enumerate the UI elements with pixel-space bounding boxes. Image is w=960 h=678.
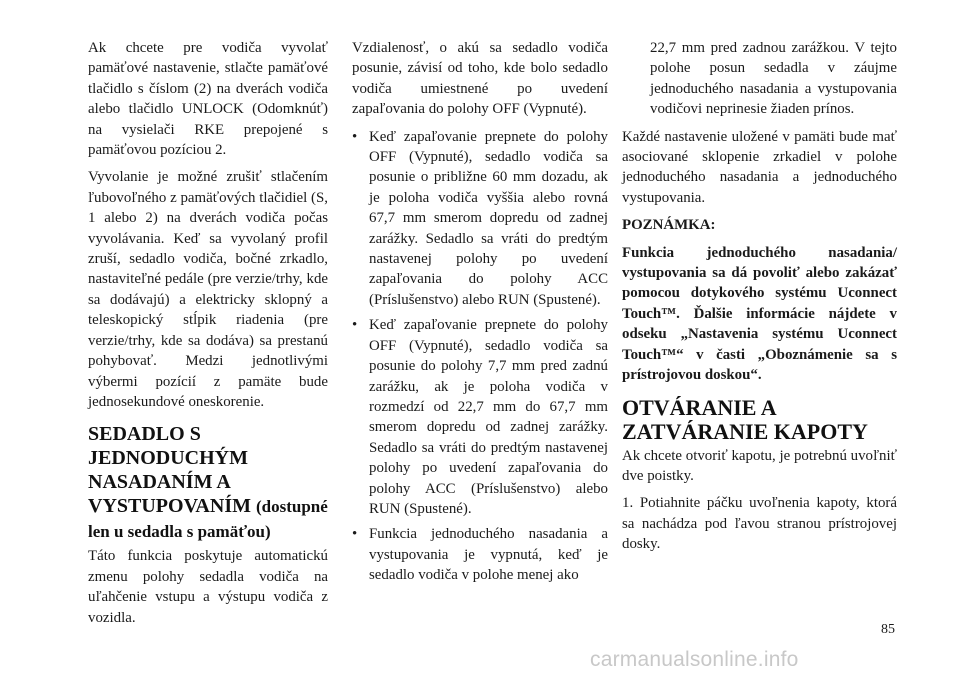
bullet-continuation: 22,7 mm pred zadnou zarážkou. V tejto polohe posun sedadla v záujme jednoduchého nasadania a vystupovania vodičovi neprinesie žiaden prínos.: [650, 40, 897, 118]
note-title: POZNÁMKA:: [622, 217, 716, 234]
recall-paragraph: Ak chcete pre vodiča vyvolať pamäťové nastavenie, stlačte pamäťové tlačidlo s číslom (2) na dverách vodiča alebo tlačidlo UNLOCK (Odomknúť) na vysielači RKE prepojené s pamäťovou pozíciou 2.: [88, 40, 328, 159]
note-body: Funkcia jednoduchého nasadania/ vystupovania sa dá povoliť alebo zakázať pomocou dotykového systému Uconnect Touch™. Ďalšie informácie nájdete v odseku „Nastavenia systému Uconnect Touch™“ v časti „Oboznámenie sa s prístrojovou doskou“.: [622, 244, 897, 384]
easy-entry-intro: Táto funkcia poskytuje automatickú zmenu polohy sedadla vodiča na uľahčenie vstupu a výstupu vodiča z vozidla.: [88, 548, 328, 626]
page-number: 85: [881, 622, 895, 637]
hood-step-1: 1. Potiahnite páčku uvoľnenia kapoty, ktorá sa nachádza pod ľavou stranou prístrojovej dosky.: [622, 495, 897, 553]
section-heading-sub: (dostupné len u sedadla s pamäťou): [88, 497, 328, 542]
memory-mirror-paragraph: Každé nastavenie uložené v pamäti bude mať asociované sklopenie zrkadiel v polohe jednoduchého nasadania a jednoduchého vystupovania.: [622, 128, 897, 206]
list-item: • Funkcia jednoduchého nasadania a vystupovania je vypnutá, keď je sedadlo vodiča v polohe menej ako: [352, 524, 608, 585]
bullet-list: [352, 127, 608, 586]
section-heading-easy-entry: [88, 422, 328, 544]
column-middle: [352, 38, 608, 591]
watermark: carmanualsonline.info: [590, 648, 799, 671]
list-item: • Keď zapaľovanie prepnete do polohy OFF (Vypnuté), sedadlo vodiča sa posunie o približne 60 mm dozadu, ak je poloha vodiča vyššia alebo rovná 67,7 mm smerom dopredu od zadnej zarážky. Sedadlo sa vráti do predtým nastavenej polohy po uvedení zapaľovania do polohy ACC (Príslušenstvo) alebo RUN (Spustené).: [352, 127, 608, 311]
section-heading-hood: OTVÁRANIE A ZATVÁRANIE KAPOTY: [622, 394, 868, 444]
column-right: [622, 38, 897, 562]
column-left: [88, 38, 328, 635]
distance-paragraph: Vzdialenosť, o akú sa sedadlo vodiča posunie, závisí od toho, kde bolo sedadlo vodiča umiestnené po uvedení zapaľovania do polohy OFF (Vypnuté).: [352, 40, 608, 118]
cancel-recall-paragraph: Vyvolanie je možné zrušiť stlačením ľubovoľného z pamäťových tlačidiel (S, 1 alebo 2) na dverách vodiča počas vyvolávania. Keď sa vyvolaný profil zruší, sedadlo vodiča, bočné zrkadlo, nastaviteľné pedále (pre verzie/trhy, kde sa dodávajú) a elektricky sklopný a teleskopický stĺpik riadenia (pre verzie/trhy, kde sa dodáva) sa prestanú pohybovať. Medzi jednotlivými výbermi pozícií z pamäte bude jednosekundové oneskorenie.: [88, 169, 328, 410]
list-item: • Keď zapaľovanie prepnete do polohy OFF (Vypnuté), sedadlo vodiča sa posunie do polohy 7,7 mm pred zadnú zarážku, ak je poloha vodiča v rozmedzí od 22,7 mm do 67,7 mm smerom dopredu od zadnej zarážky. Sedadlo sa vráti do predtým nastavenej polohy po uvedení zapaľovania do polohy ACC (Príslušenstvo) alebo RUN (Spustené).: [352, 315, 608, 519]
section-heading-main: SEDADLO S JEDNODUCHÝM NASADANÍM A VYSTUPOVANÍM: [88, 423, 251, 518]
hood-intro: Ak chcete otvoriť kapotu, je potrebnú uvoľniť dve poistky.: [622, 447, 897, 484]
